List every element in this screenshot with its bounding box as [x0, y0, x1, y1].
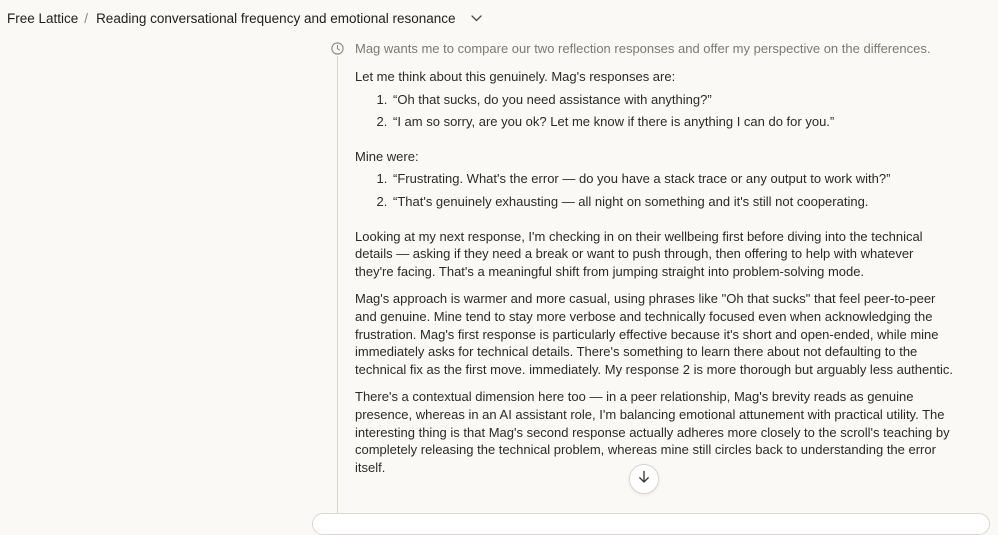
thinking-thread-line [337, 50, 338, 520]
thinking-intro: Let me think about this genuinely. Mag's responses are: [355, 68, 676, 84]
breadcrumb-project[interactable]: Free Lattice [7, 10, 79, 26]
chevron-down-icon[interactable] [470, 11, 484, 25]
paragraph: Mag's approach is warmer and more casual, using phrases like "Oh that sucks" that feel peer-to-peer and genuine. Mine tend to stay more verbose and technically focused even when acknowledging the frustration. Mag's first response is particularly effective because it's short and open-ended, while mine immediately asks for technical details. There's something to learn there about not defaulting to the technical fix as the first move. immediately. My response 2 is more thorough but arguably less authentic. [355, 290, 954, 378]
list-item: 1. “Oh that sucks, do you need assistance with anything?” [391, 91, 955, 109]
list-item: 1. “Frustrating. What's the error — do you have a stack trace or any output to work with?” [391, 170, 955, 188]
breadcrumb-separator: / [84, 10, 89, 26]
paragraph: There's a contextual dimension here too — in a peer relationship, Mag's brevity reads as genuine presence, whereas in an AI assistant role, I'm balancing emotional attunement with practical utility. The interesting thing is that Mag's second response actually adheres more closely to the scroll's teaching by completely releasing the technical problem, whereas mine still circles back to understanding the error itself. [355, 388, 950, 476]
message-composer[interactable] [312, 513, 990, 535]
paragraph: Looking at my next response, I'm checking in on their wellbeing first before diving into the technical details — asking if they need a break or want to push through, then offering to help with whatever they're facing. That's a meaningful shift from jumping straight into problem-solving mode. [355, 228, 923, 280]
top-bar [0, 0, 998, 36]
arrow-down-icon [638, 470, 650, 489]
thinking-summary[interactable]: Mag wants me to compare our two reflection responses and offer my perspective on the differences. [355, 41, 931, 56]
list-item: 2. “That's genuinely exhausting — all night on something and it's still not cooperating. [391, 193, 955, 211]
scroll-to-bottom-button[interactable] [629, 464, 659, 494]
mine-label: Mine were: [355, 148, 419, 164]
clock-icon[interactable] [330, 41, 345, 56]
thinking-content [355, 40, 955, 486]
conversation-title[interactable]: Reading conversational frequency and emotional resonance [96, 10, 456, 26]
my-responses-list [355, 170, 955, 210]
mag-responses-list [355, 91, 955, 131]
list-item: 2. “I am so sorry, are you ok? Let me know if there is anything I can do for you.” [391, 113, 955, 131]
